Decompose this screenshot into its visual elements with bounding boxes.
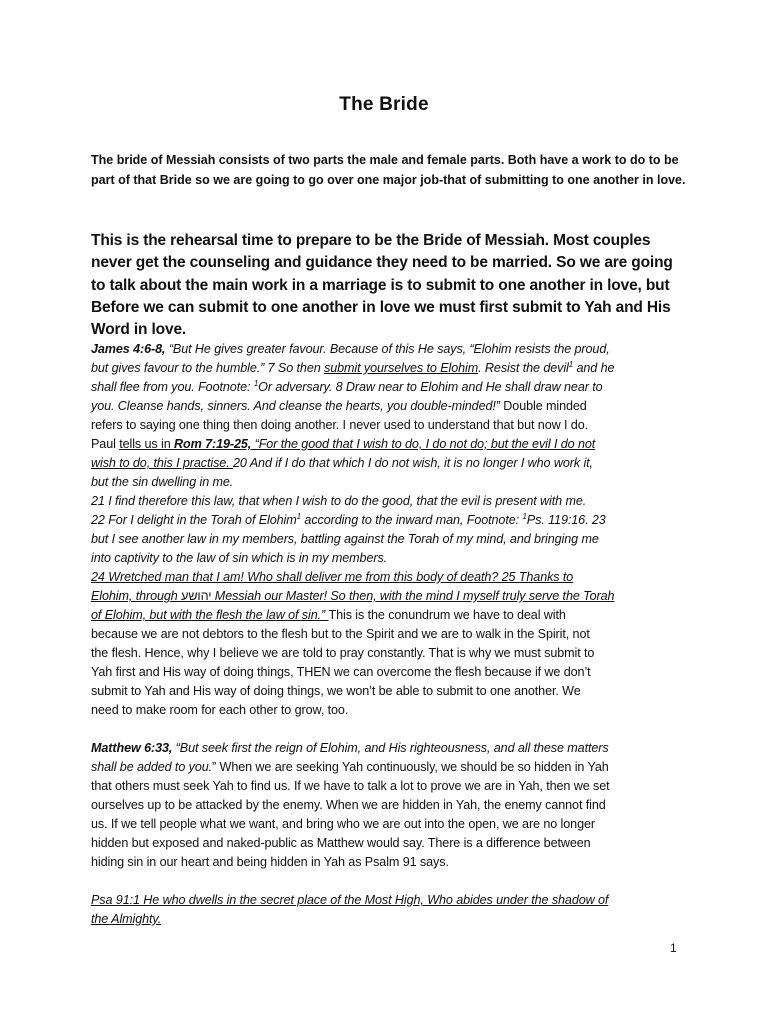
scripture-reference-romans: Rom 7:19-25, [174,437,252,451]
body-line: into captivity to the law of sin which is in my members. [91,551,388,565]
footnote-marker: 1 [568,359,574,369]
body-line: need to make room for each other to grow, too. [91,703,349,717]
scripture-reference-james: James 4:6-8, [91,342,166,356]
body-line: 24 Wretched man that I am! Who shall deliver me from this body of death? 25 Thanks to [91,570,574,584]
body-line: ourselves up to be attacked by the enemy. When we are hidden in Yah, the enemy cannot find [91,798,606,812]
footnote-marker: 1 [253,378,259,388]
page-number: 1 [670,941,677,955]
body-line: of Elohim, but with the flesh the law of sin.” This is the conundrum we have to deal with [91,608,566,622]
body-line: refers to saying one thing then doing another. I never used to understand that but now I do. [91,418,588,432]
intro-paragraph: The bride of Messiah consists of two parts the male and female parts. Both have a work to do to be part of that Bride so we are going to go over one major job-that of submitting to one another in love. [91,153,686,187]
body-line: wish to do, this I practise. 20 And if I do that which I do not wish, it is no longer I who work it, [91,456,593,470]
body-line: that others must seek Yah to find us. If we have to talk a lot to prove we are in Yah, then we set [91,779,610,793]
body-line: the flesh. Hence, why I believe we are told to pray constantly. That is why we must submit to [91,646,595,660]
body-line: but gives favour to the humble.” 7 So then submit yourselves to Elohim. Resist the devil$^1$ and he [91,359,615,375]
scripture-reference-matthew: Matthew 6:33, [91,741,173,755]
psalm-quote-line: the Almighty. [91,912,162,926]
body-line: hidden but exposed and naked-public as Matthew would say. There is a difference between [91,836,591,850]
body-line: 22 For I delight in the Torah of Elohim$^1$ according to the inward man, Footnote: $^1$Ps. 119:16. 23 [91,511,606,527]
body-line: shall be added to you.” When we are seeking Yah continuously, we should be so hidden in Yah [91,760,609,774]
body-line: but the sin dwelling in me. [91,475,234,489]
document-title: The Bride [339,94,429,115]
body-line: hiding sin in our heart and being hidden in Yah as Psalm 91 says. [91,855,449,869]
lead-paragraph: This is the rehearsal time to prepare to be the Bride of Messiah. Most couples never get the counseling and guidance they need to be married. So we are going to talk about the main work in a marriage is to submit to one another in love, but Before we can submit to one another in love we must first submit to Yah and His Word in love. [91,232,673,339]
body-line: Matthew 6:33, “But seek first the reign of Elohim, and His righteousness, and all these matters [91,741,609,755]
body-text [91,340,691,929]
body-line: Yah first and His way of doing things, THEN we can overcome the flesh because if we don’t [91,665,591,679]
body-line: 21 I find therefore this law, that when I wish to do the good, that the evil is present with me. [91,494,587,508]
body-line: shall flee from you. Footnote: $^1$Or adversary. 8 Draw near to Elohim and He shall draw near to [91,378,603,394]
body-line: Paul tells us in Rom 7:19-25, “For the good that I wish to do, I do not do; but the evil I do not [91,437,596,451]
body-line: James 4:6-8, “But He gives greater favour. Because of this He says, “Elohim resists the proud, [91,342,610,356]
paragraph-gap [91,720,691,739]
body-line: Elohim, through יהושע Messiah our Master! So then, with the mind I myself truly serve the Torah [91,589,615,603]
body-line: us. If we tell people what we want, and bring who we are out into the open, we are no longer [91,817,595,831]
body-line: because we are not debtors to the flesh but to the Spirit and we are to walk in the Spirit, not [91,627,590,641]
footnote-marker: 1 [296,511,302,521]
paragraph-gap [91,872,691,891]
body-line: but I see another law in my members, battling against the Torah of my mind, and bringing me [91,532,599,546]
psalm-quote-line: Psa 91:1 He who dwells in the secret place of the Most High, Who abides under the shadow of [91,893,609,907]
hebrew-name: יהושע [181,589,212,603]
footnote-marker: 1 [522,511,527,521]
body-line: you. Cleanse hands, sinners. And cleanse the hearts, you double-minded!” Double minded [91,399,587,413]
body-line: submit to Yah and His way of doing things, we won’t be able to submit to one another. We [91,684,581,698]
underlined-phrase: submit yourselves to Elohim [324,361,479,375]
